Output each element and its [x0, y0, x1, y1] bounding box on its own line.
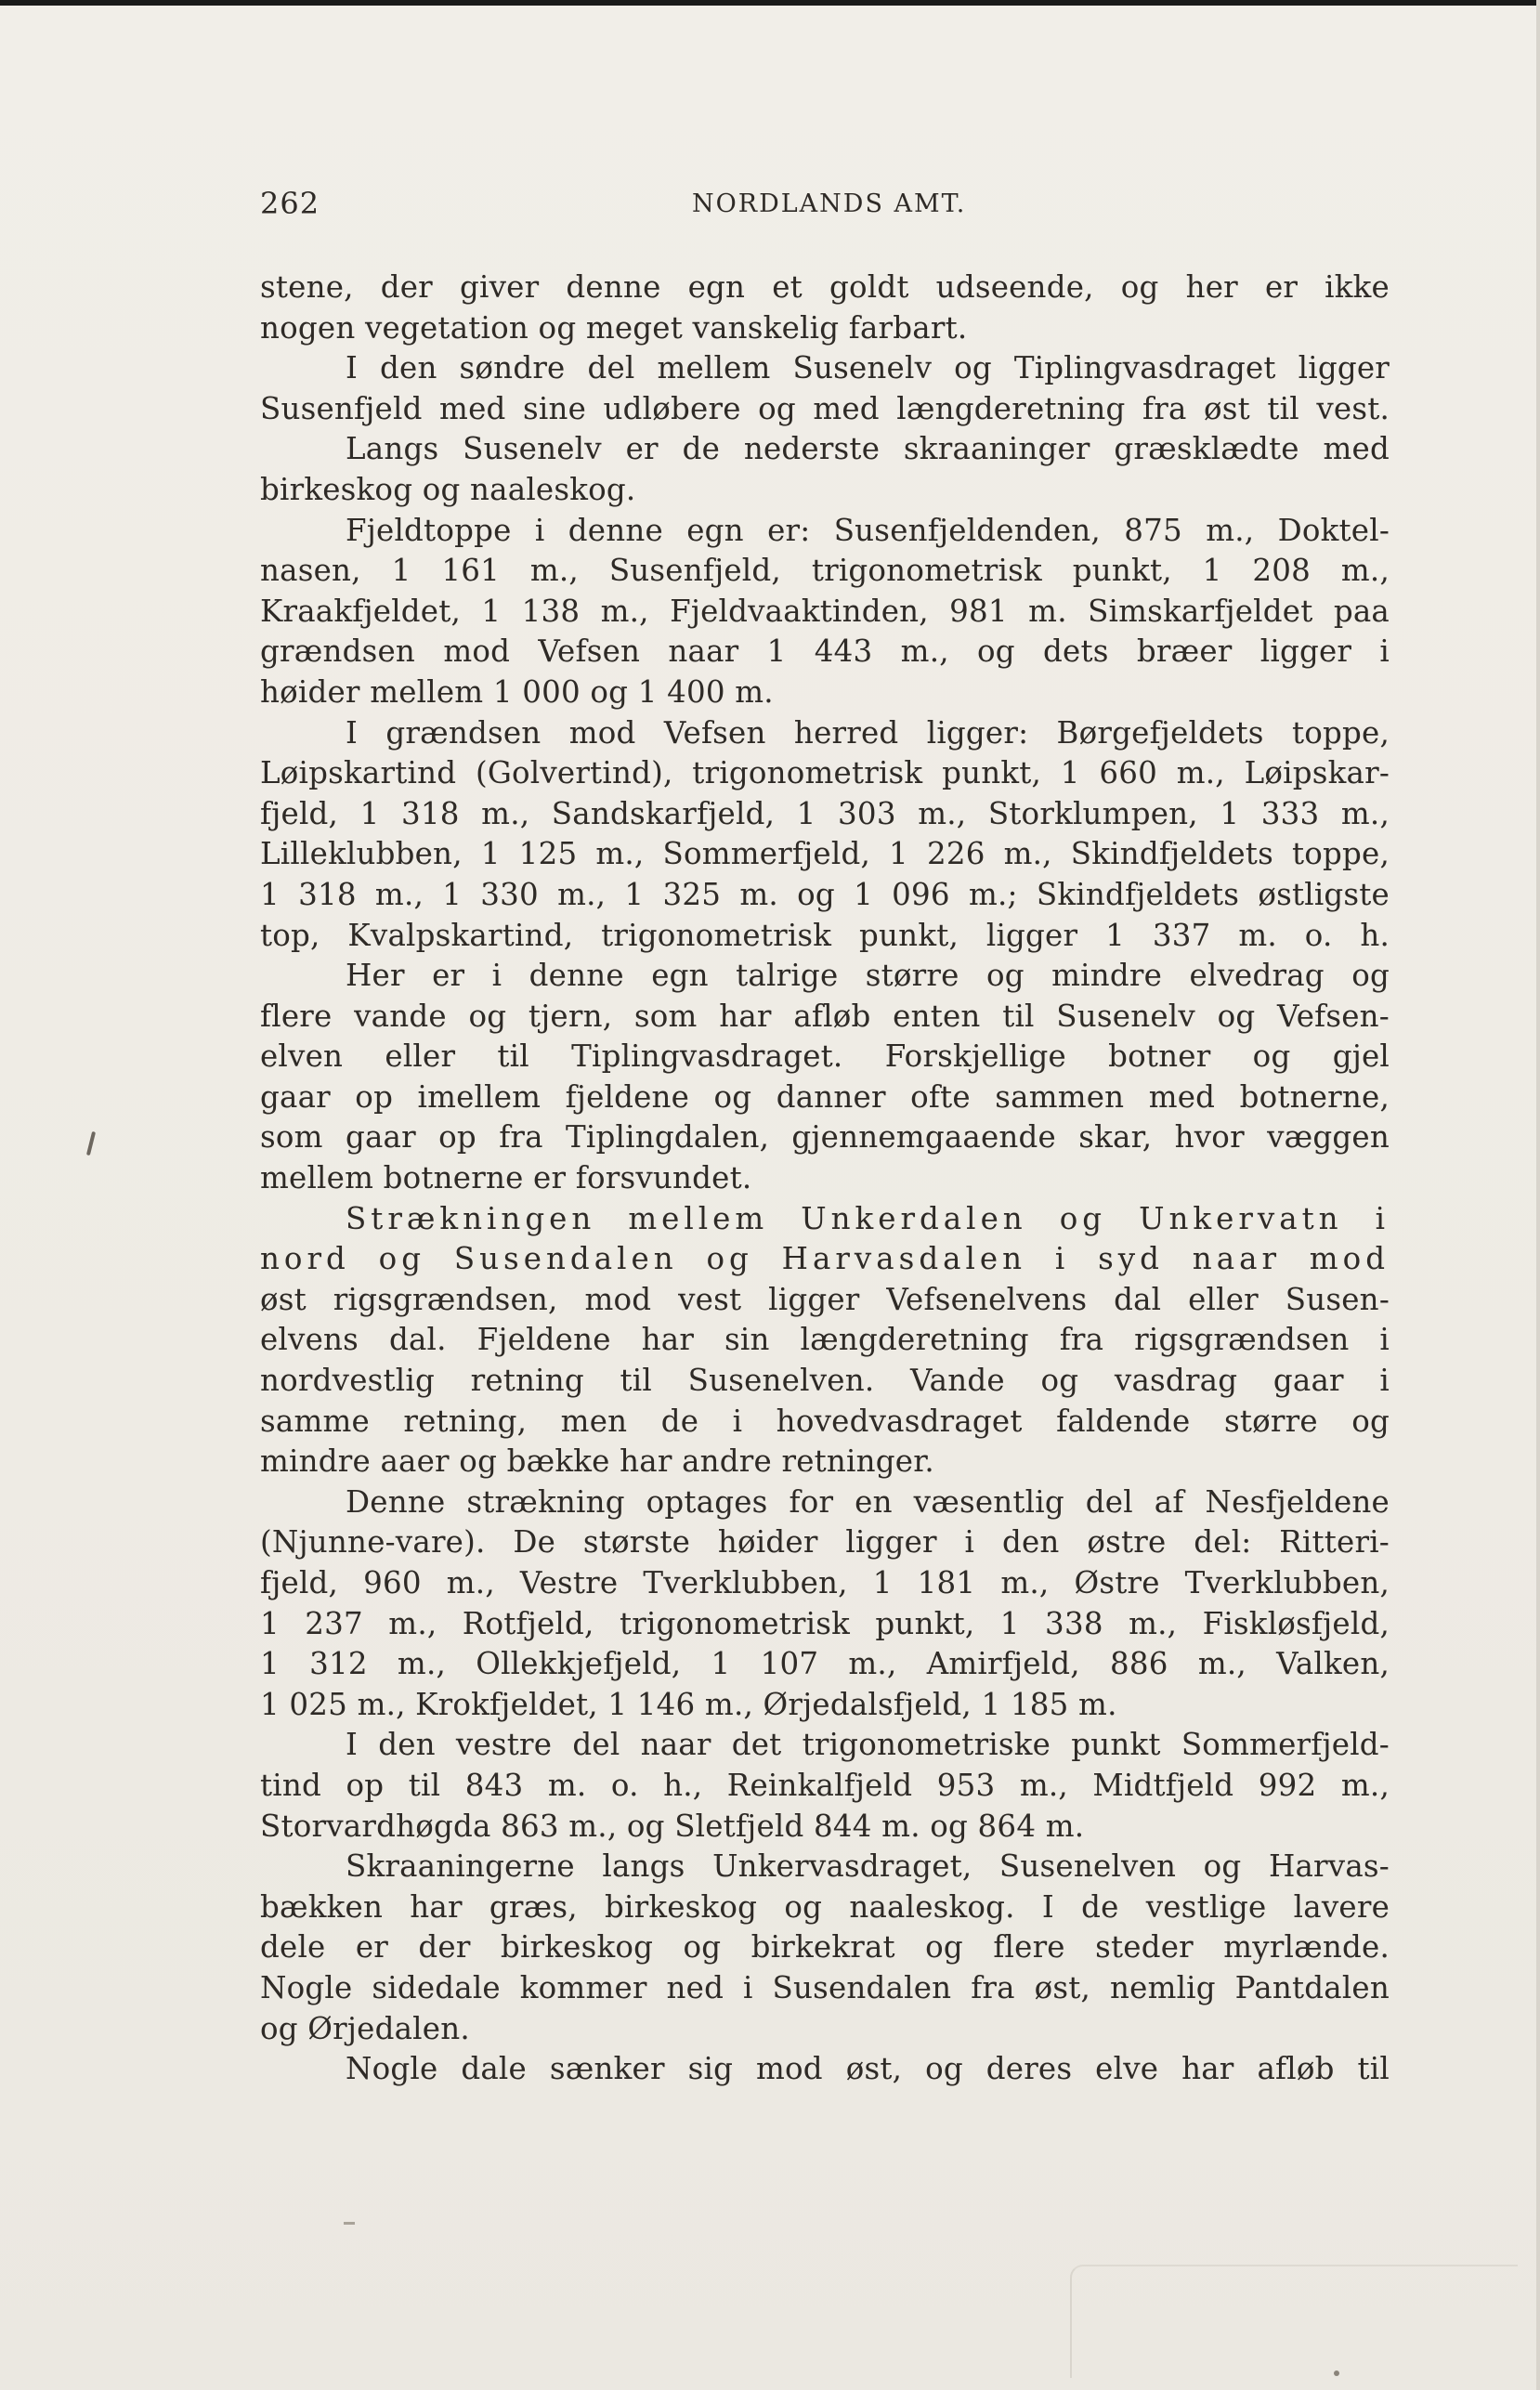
text-line: Lilleklubben, 1 125 m., Sommerfjeld, 1 226 m., Skindfjeldets toppe, [260, 836, 1390, 872]
text-line: Skraaningerne langs Unkervasdraget, Susenelven og Harvas- [346, 1848, 1390, 1885]
text-line: 1 237 m., Rotfjeld, trigonometrisk punkt, 1 338 m., Fiskløsfjeld, [260, 1605, 1390, 1641]
text-line: Strækningen mellem Unkerdalen og Unkervatn i [346, 1200, 1390, 1236]
text-line: Løipskartind (Golvertind), trigonometrisk punkt, 1 660 m., Løipskar- [260, 755, 1390, 791]
body-text [260, 268, 1390, 2090]
scan-right-edge [1536, 0, 1540, 2390]
text-line: som gaar op fra Tiplingdalen, gjennemgaaende skar, hvor væggen [260, 1119, 1390, 1156]
text-line: nordvestlig retning til Susenelven. Vande og vasdrag gaar i [260, 1363, 1390, 1399]
text-line: mindre aaer og bække har andre retninger. [260, 1443, 934, 1480]
text-line: tind op til 843 m. o. h., Reinkalfjeld 953 m., Midtfjeld 992 m., [260, 1767, 1390, 1803]
text-line: 1 312 m., Ollekkjefjeld, 1 107 m., Amirfjeld, 886 m., Valken, [260, 1646, 1390, 1682]
text-line: samme retning, men de i hovedvasdraget faldende større og [260, 1403, 1390, 1439]
text-line: fjeld, 960 m., Vestre Tverklubben, 1 181 m., Østre Tverklubben, [260, 1565, 1390, 1600]
text-line: grændsen mod Vefsen naar 1 443 m., og dets bræer ligger i [260, 633, 1390, 670]
text-line: stene, der giver denne egn et goldt udseende, og her er ikke [260, 269, 1390, 305]
page-header [260, 186, 1390, 223]
margin-pencil-mark [86, 1131, 96, 1156]
margin-dash-mark [344, 2222, 355, 2225]
text-line: Kraakfjeldet, 1 138 m., Fjeldvaaktinden, 981 m. Simskarfjeldet paa [260, 593, 1390, 629]
text-line: gaar op imellem fjeldene og danner ofte sammen med botnerne, [260, 1078, 1390, 1115]
text-line: I grændsen mod Vefsen herred ligger: Børgefjeldets toppe, [346, 714, 1390, 751]
text-line: nasen, 1 161 m., Susenfjeld, trigonometrisk punkt, 1 208 m., [260, 553, 1390, 589]
text-line: nord og Susendalen og Harvasdalen i syd naar mod [260, 1241, 1390, 1277]
text-line: elvens dal. Fjeldene har sin længderetning fra rigsgrændsen i [260, 1322, 1390, 1358]
text-line: Her er i denne egn talrige større og mindre elvedrag og [346, 958, 1390, 994]
text-line: (Njunne-vare). De største høider ligger i den østre del: Ritteri- [260, 1524, 1390, 1561]
text-line: elven eller til Tiplingvasdraget. Forskjellige botner og gjel [260, 1038, 1390, 1075]
text-line: høider mellem 1 000 og 1 400 m. [260, 673, 774, 710]
scan-top-edge [0, 0, 1540, 6]
text-line: I den søndre del mellem Susenelv og Tiplingvasdraget ligger [346, 350, 1390, 386]
text-line: 1 318 m., 1 330 m., 1 325 m. og 1 096 m.; Skindfjeldets østligste [260, 876, 1390, 912]
text-line: I den vestre del naar det trigonometriske punkt Sommerfjeld- [346, 1727, 1390, 1763]
text-line: mellem botnerne er forsvundet. [260, 1160, 752, 1196]
text-line: øst rigsgrændsen, mod vest ligger Vefsenelvens dal eller Susen- [260, 1281, 1390, 1317]
running-head: NORDLANDS AMT. [692, 189, 967, 218]
text-line: flere vande og tjern, som har afløb enten til Susenelv og Vefsen- [260, 998, 1390, 1034]
text-line: dele er der birkeskog og birkekrat og flere steder myrlænde. [260, 1929, 1390, 1966]
text-line: Nogle dale sænker sig mod øst, og deres elve har afløb til [346, 2051, 1390, 2087]
text-line: bækken har græs, birkeskog og naaleskog. I de vestlige lavere [260, 1888, 1390, 1925]
ink-dot-mark [1334, 2370, 1339, 2376]
text-line: Susenfjeld med sine udløbere og med længderetning fra øst til vest. [260, 390, 1390, 426]
text-line: 1 025 m., Krokfjeldet, 1 146 m., Ørjedalsfjeld, 1 185 m. [260, 1686, 1117, 1722]
text-line: Storvardhøgda 863 m., og Sletfjeld 844 m. og 864 m. [260, 1808, 1085, 1844]
text-line: og Ørjedalen. [260, 2010, 470, 2046]
text-line: Denne strækning optages for en væsentlig del af Nesfjeldene [346, 1483, 1390, 1520]
page-number: 262 [260, 186, 320, 221]
text-line: nogen vegetation og meget vanskelig farbart. [260, 309, 968, 346]
text-line: Nogle sidedale kommer ned i Susendalen fra øst, nemlig Pantdalen [260, 1969, 1390, 2005]
text-line: fjeld, 1 318 m., Sandskarfjeld, 1 303 m., Storklumpen, 1 333 m., [260, 795, 1390, 831]
text-line: birkeskog og naaleskog. [260, 471, 636, 507]
text-line: Langs Susenelv er de nederste skraaninger græsklædte med [346, 431, 1390, 467]
text-line: top, Kvalpskartind, trigonometrisk punkt, ligger 1 337 m. o. h. [260, 917, 1390, 953]
text-line: Fjeldtoppe i denne egn er: Susenfjeldenden, 875 m., Doktel- [346, 512, 1390, 548]
page-corner-fold [1070, 2265, 1518, 2378]
